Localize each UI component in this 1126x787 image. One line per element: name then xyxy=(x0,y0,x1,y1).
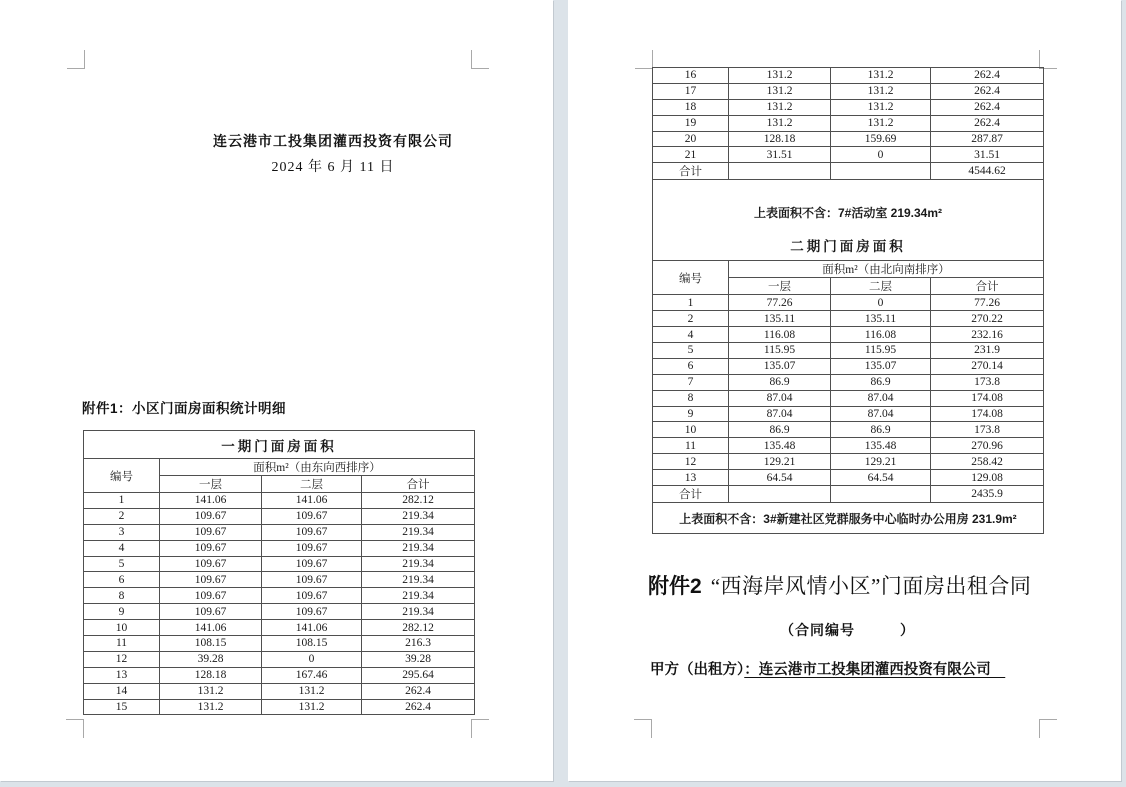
header-id-col: 编号 xyxy=(84,459,160,493)
table-cell: 12 xyxy=(653,454,729,470)
table-row xyxy=(653,311,1044,327)
table-cell: 262.4 xyxy=(362,699,475,715)
table-cell: 9 xyxy=(653,406,729,422)
table-cell: 108.15 xyxy=(262,636,362,652)
table-cell: 4 xyxy=(84,540,160,556)
table-cell: 19 xyxy=(653,115,729,131)
table-cell: 109.67 xyxy=(262,588,362,604)
table-cell: 141.06 xyxy=(160,493,262,509)
table-cell: 31.51 xyxy=(729,147,831,163)
table-cell: 173.8 xyxy=(931,374,1044,390)
table-row xyxy=(653,374,1044,390)
table-cell: 131.2 xyxy=(831,99,931,115)
header-total: 合计 xyxy=(362,476,475,493)
table-cell: 109.67 xyxy=(262,604,362,620)
table-cell: 86.9 xyxy=(831,374,931,390)
table-row xyxy=(653,438,1044,454)
table-cell: 135.11 xyxy=(831,311,931,327)
table-cell: 8 xyxy=(653,390,729,406)
table-cell: 64.54 xyxy=(729,470,831,486)
note-and-title-row xyxy=(653,180,1044,261)
table-cell: 39.28 xyxy=(160,651,262,667)
table-cell: 219.34 xyxy=(362,604,475,620)
table-row xyxy=(84,651,475,667)
note-row xyxy=(653,503,1044,534)
table-row xyxy=(653,147,1044,163)
table-cell: 20 xyxy=(653,131,729,147)
table-cell: 262.4 xyxy=(931,115,1044,131)
table-cell: 128.18 xyxy=(160,667,262,683)
table-cell: 135.07 xyxy=(831,358,931,374)
table-cell: 135.07 xyxy=(729,358,831,374)
table-cell: 86.9 xyxy=(729,422,831,438)
table-cell: 87.04 xyxy=(831,406,931,422)
table-cell: 1 xyxy=(84,493,160,509)
phase1-table-body xyxy=(84,493,475,715)
table-row xyxy=(84,667,475,683)
table-cell: 131.2 xyxy=(262,699,362,715)
table-cell: 141.06 xyxy=(262,620,362,636)
phase1-exclusion-note: 上表面积不含：7#活动室 219.34m² xyxy=(753,205,943,220)
table-cell: 86.9 xyxy=(729,374,831,390)
table-row xyxy=(653,163,1044,180)
crop-mark-top-left-icon xyxy=(67,50,85,69)
table-cell: 77.26 xyxy=(729,295,831,311)
table-cell: 174.08 xyxy=(931,390,1044,406)
table-cell: 109.67 xyxy=(160,572,262,588)
table-cell: 3 xyxy=(84,524,160,540)
table-cell: 2 xyxy=(84,508,160,524)
table-cell: 109.67 xyxy=(262,540,362,556)
header-floor2: 二层 xyxy=(262,476,362,493)
table-cell: 219.34 xyxy=(362,540,475,556)
table-header-row xyxy=(84,459,475,476)
table-cell: 11 xyxy=(84,636,160,652)
table-cell: 167.46 xyxy=(262,667,362,683)
table-title-row xyxy=(84,431,475,459)
table-cell: 174.08 xyxy=(931,406,1044,422)
table-cell: 109.67 xyxy=(160,508,262,524)
table-cell: 270.22 xyxy=(931,311,1044,327)
table-cell: 12 xyxy=(84,651,160,667)
table-cell: 131.2 xyxy=(729,99,831,115)
party-a-label: 甲方（出租方） xyxy=(650,662,745,678)
table-cell: 9 xyxy=(84,604,160,620)
table-cell: 2 xyxy=(653,311,729,327)
phase2-exclusion-note: 上表面积不含：3#新建社区党群服务中心临时办公用房 231.9m² xyxy=(653,503,1044,534)
table-cell: 5 xyxy=(84,556,160,572)
table-cell: 108.15 xyxy=(160,636,262,652)
crop-mark-top-left-icon xyxy=(635,50,653,69)
header-floor1: 一层 xyxy=(160,476,262,493)
table-cell: 2435.9 xyxy=(931,486,1044,503)
table-row xyxy=(653,358,1044,374)
phase2-table-body xyxy=(653,295,1044,503)
table-cell: 282.12 xyxy=(362,493,475,509)
crop-mark-bottom-left-icon xyxy=(634,719,652,738)
table-cell: 109.67 xyxy=(262,556,362,572)
phase1-continuation-body xyxy=(653,68,1044,180)
table-cell: 131.2 xyxy=(729,68,831,84)
header-id-col: 编号 xyxy=(653,261,729,295)
table-cell: 109.67 xyxy=(262,524,362,540)
table-cell xyxy=(729,486,831,503)
table-cell: 141.06 xyxy=(262,493,362,509)
table-cell: 262.4 xyxy=(931,83,1044,99)
crop-mark-bottom-right-icon xyxy=(1039,719,1057,738)
table-cell: 109.67 xyxy=(160,588,262,604)
table-cell: 0 xyxy=(262,651,362,667)
table-header-row xyxy=(653,261,1044,278)
table-row xyxy=(653,115,1044,131)
table-cell: 合计 xyxy=(653,486,729,503)
table-row xyxy=(653,68,1044,84)
attachment2-heading-text: “西海岸风情小区”门面房出租合同 xyxy=(710,574,1032,598)
table-cell: 270.14 xyxy=(931,358,1044,374)
table-cell: 1 xyxy=(653,295,729,311)
table-cell: 135.48 xyxy=(831,438,931,454)
table-cell: 5 xyxy=(653,343,729,359)
table-cell: 129.08 xyxy=(931,470,1044,486)
table-row xyxy=(653,470,1044,486)
table-row xyxy=(84,620,475,636)
table-cell: 4544.62 xyxy=(931,163,1044,180)
table-cell: 31.51 xyxy=(931,147,1044,163)
table-cell xyxy=(831,163,931,180)
document-page-2 xyxy=(568,0,1121,781)
table-cell: 10 xyxy=(653,422,729,438)
table-row xyxy=(84,683,475,699)
header-floor2: 二层 xyxy=(831,278,931,295)
table-cell: 131.2 xyxy=(160,699,262,715)
table-row xyxy=(84,572,475,588)
table-cell: 64.54 xyxy=(831,470,931,486)
table-cell: 116.08 xyxy=(729,327,831,343)
table-cell: 131.2 xyxy=(729,115,831,131)
table-cell: 109.67 xyxy=(262,508,362,524)
header-floor1: 一层 xyxy=(729,278,831,295)
table-row xyxy=(84,524,475,540)
table-cell: 232.16 xyxy=(931,327,1044,343)
table-cell: 295.64 xyxy=(362,667,475,683)
table-cell: 131.2 xyxy=(831,83,931,99)
table-row xyxy=(84,604,475,620)
party-a-company-underlined: ：连云港市工投集团灌西投资有限公司 xyxy=(744,662,1006,678)
table-cell: 109.67 xyxy=(160,524,262,540)
header-group: 面积m²（由东向西排序） xyxy=(160,459,475,476)
contract-number-line: （合同编号 ） xyxy=(780,622,915,638)
table-cell: 11 xyxy=(653,438,729,454)
table-cell: 14 xyxy=(84,683,160,699)
table-cell: 128.18 xyxy=(729,131,831,147)
table-cell: 6 xyxy=(84,572,160,588)
table-cell: 8 xyxy=(84,588,160,604)
table-cell: 135.11 xyxy=(729,311,831,327)
table-cell: 219.34 xyxy=(362,588,475,604)
table-cell: 135.48 xyxy=(729,438,831,454)
table-cell: 131.2 xyxy=(262,683,362,699)
table-cell: 13 xyxy=(84,667,160,683)
table-cell: 86.9 xyxy=(831,422,931,438)
table-cell: 115.95 xyxy=(831,343,931,359)
table-row xyxy=(84,508,475,524)
table-cell: 10 xyxy=(84,620,160,636)
table-cell: 141.06 xyxy=(160,620,262,636)
table-cell: 77.26 xyxy=(931,295,1044,311)
table-cell: 131.2 xyxy=(160,683,262,699)
table-cell xyxy=(729,163,831,180)
table-row xyxy=(653,390,1044,406)
table-row xyxy=(84,556,475,572)
table-cell: 270.96 xyxy=(931,438,1044,454)
table-cell: 131.2 xyxy=(831,68,931,84)
table-cell: 18 xyxy=(653,99,729,115)
table-row xyxy=(653,486,1044,503)
table-cell: 109.67 xyxy=(262,572,362,588)
crop-mark-bottom-left-icon xyxy=(66,719,84,738)
table-cell: 87.04 xyxy=(729,390,831,406)
table-cell: 87.04 xyxy=(831,390,931,406)
table-cell: 129.21 xyxy=(831,454,931,470)
table-cell: 0 xyxy=(831,147,931,163)
phase1-continuation-and-phase2-table xyxy=(652,67,1044,534)
table-cell: 131.2 xyxy=(831,115,931,131)
table-cell: 129.21 xyxy=(729,454,831,470)
table-row xyxy=(653,99,1044,115)
table-cell: 231.9 xyxy=(931,343,1044,359)
table-cell: 116.08 xyxy=(831,327,931,343)
table-cell: 17 xyxy=(653,83,729,99)
party-a-line xyxy=(650,658,1005,679)
table-cell: 15 xyxy=(84,699,160,715)
table-row xyxy=(653,327,1044,343)
crop-mark-top-right-icon xyxy=(471,50,489,69)
table-cell: 159.69 xyxy=(831,131,931,147)
table-cell: 219.34 xyxy=(362,524,475,540)
table-cell: 173.8 xyxy=(931,422,1044,438)
table-cell: 282.12 xyxy=(362,620,475,636)
table-row xyxy=(84,699,475,715)
table-cell: 6 xyxy=(653,358,729,374)
attachment2-heading xyxy=(648,570,1048,600)
table-cell xyxy=(831,486,931,503)
table-cell: 39.28 xyxy=(362,651,475,667)
phase2-table-title: 二期门面房面积 xyxy=(790,238,906,254)
crop-mark-bottom-right-icon xyxy=(471,719,489,738)
table-cell: 87.04 xyxy=(729,406,831,422)
table-row xyxy=(653,343,1044,359)
table-cell: 7 xyxy=(653,374,729,390)
table-cell: 21 xyxy=(653,147,729,163)
date-line: 2024 年 6 月 11 日 xyxy=(271,160,395,175)
table-row xyxy=(653,83,1044,99)
table-row xyxy=(653,454,1044,470)
table-row xyxy=(653,131,1044,147)
company-name-line: 连云港市工投集团灌西投资有限公司 xyxy=(213,133,453,149)
table-row xyxy=(84,493,475,509)
phase1-area-table xyxy=(83,430,475,715)
table-cell: 109.67 xyxy=(160,604,262,620)
table-cell: 219.34 xyxy=(362,572,475,588)
table-cell: 219.34 xyxy=(362,556,475,572)
table-cell: 219.34 xyxy=(362,508,475,524)
table-cell: 287.87 xyxy=(931,131,1044,147)
table-row xyxy=(84,540,475,556)
note-and-title-cell xyxy=(653,180,1044,261)
table-cell: 16 xyxy=(653,68,729,84)
table-cell: 109.67 xyxy=(160,556,262,572)
table-row xyxy=(84,588,475,604)
table-cell: 131.2 xyxy=(729,83,831,99)
header-total: 合计 xyxy=(931,278,1044,295)
table-cell: 262.4 xyxy=(931,68,1044,84)
table-cell: 262.4 xyxy=(362,683,475,699)
table-cell: 109.67 xyxy=(160,540,262,556)
table-row xyxy=(653,406,1044,422)
attachment2-heading-number: 附件2 xyxy=(648,575,702,598)
table-cell: 115.95 xyxy=(729,343,831,359)
document-page-1 xyxy=(0,0,553,781)
table-cell: 262.4 xyxy=(931,99,1044,115)
table-cell: 0 xyxy=(831,295,931,311)
table-cell: 合计 xyxy=(653,163,729,180)
table-cell: 258.42 xyxy=(931,454,1044,470)
table-row xyxy=(653,422,1044,438)
table-title: 一期门面房面积 xyxy=(84,431,475,459)
table-row xyxy=(84,636,475,652)
table-cell: 4 xyxy=(653,327,729,343)
table-cell: 216.3 xyxy=(362,636,475,652)
attachment1-title: 附件1：小区门面房面积统计明细 xyxy=(82,401,287,416)
table-row xyxy=(653,295,1044,311)
header-group: 面积m²（由北向南排序） xyxy=(729,261,1044,278)
table-cell: 13 xyxy=(653,470,729,486)
